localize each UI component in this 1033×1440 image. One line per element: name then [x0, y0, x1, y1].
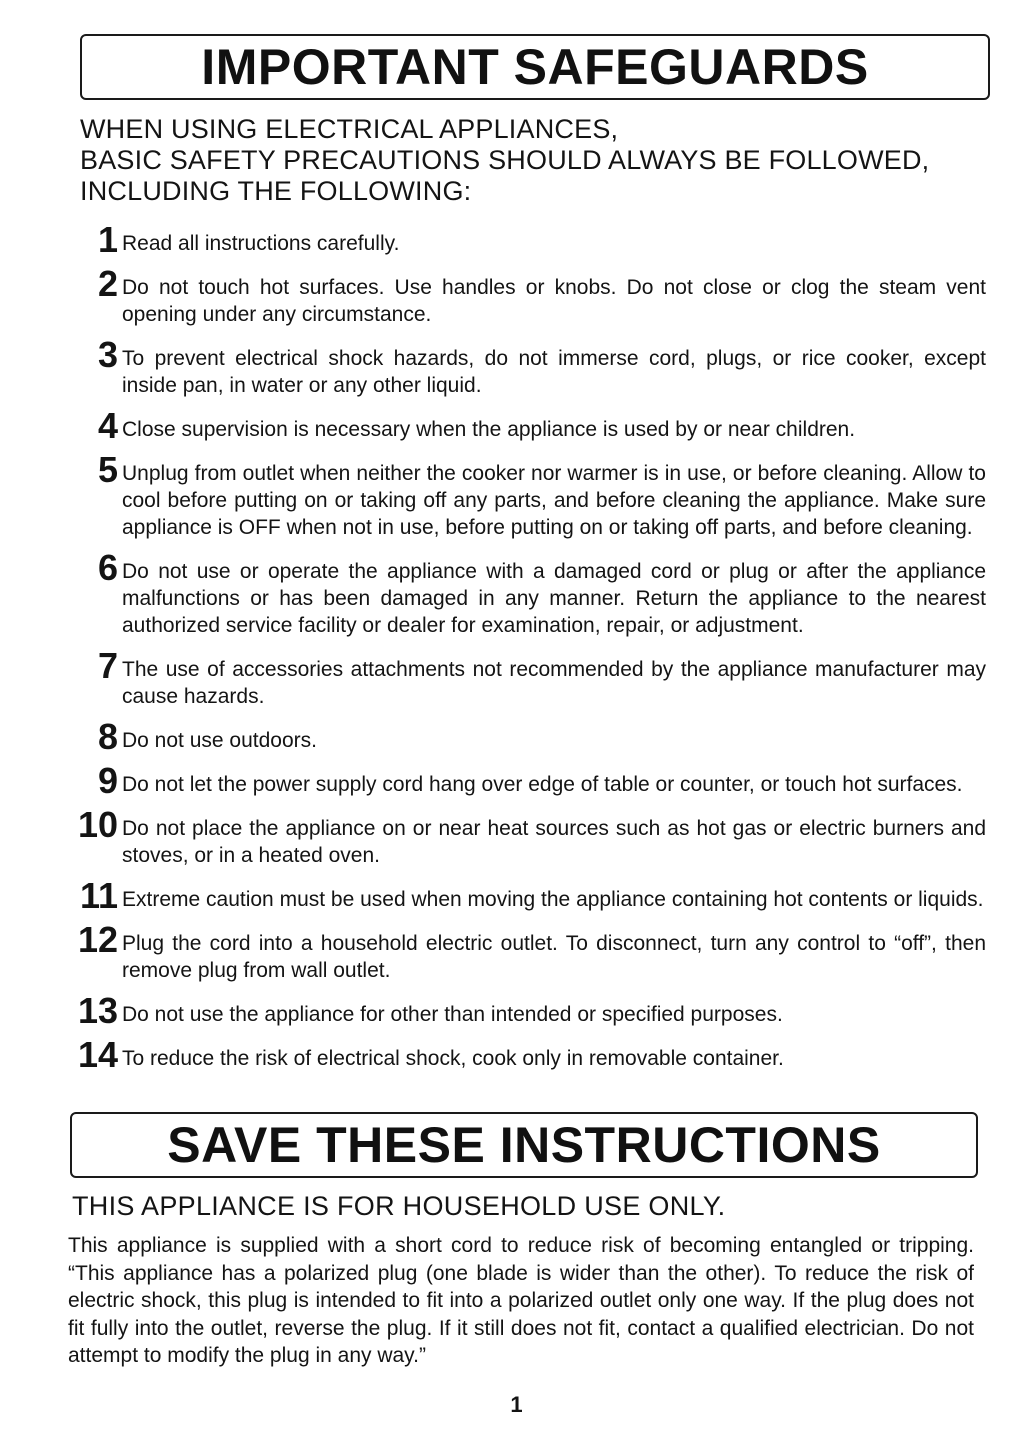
list-item	[66, 263, 986, 328]
item-number: 6	[97, 547, 118, 588]
item-number: 4	[97, 405, 118, 446]
item-text: To reduce the risk of electrical shock, cook only in removable container.	[122, 1047, 784, 1070]
intro-line-2: BASIC SAFETY PRECAUTIONS SHOULD ALWAYS BE FOLLOWED,	[80, 145, 930, 175]
list-item	[66, 405, 986, 446]
list-item	[66, 645, 986, 710]
list-item	[66, 219, 986, 260]
item-number: 11	[79, 875, 118, 916]
item-text: Do not use outdoors.	[122, 729, 317, 752]
list-item	[66, 334, 986, 399]
list-item	[66, 919, 986, 984]
list-item	[66, 804, 986, 869]
save-instructions-banner	[70, 1112, 978, 1178]
intro-block	[80, 114, 990, 207]
item-text: The use of accessories attachments not recommended by the appliance manufacturer may cause hazards.	[122, 658, 986, 708]
page-title: IMPORTANT SAFEGUARDS	[201, 39, 869, 95]
item-number: 1	[97, 219, 118, 260]
list-item	[66, 1034, 986, 1075]
list-item	[66, 547, 986, 639]
list-item	[66, 760, 986, 801]
item-number: 14	[77, 1034, 118, 1075]
item-number: 7	[97, 645, 118, 686]
item-number: 5	[97, 449, 118, 490]
list-item	[66, 875, 986, 916]
item-text: Do not touch hot surfaces. Use handles or knobs. Do not close or clog the steam vent opening under any circumstance.	[122, 276, 986, 326]
safeguard-list	[66, 219, 986, 1083]
item-number: 13	[77, 990, 118, 1031]
important-safeguards-banner	[80, 34, 990, 100]
item-text: Plug the cord into a household electric outlet. To disconnect, turn any control to “off”, then remove plug from wall outlet.	[122, 932, 986, 982]
save-instructions-title: SAVE THESE INSTRUCTIONS	[167, 1117, 881, 1173]
item-text: Close supervision is necessary when the appliance is used by or near children.	[122, 418, 856, 441]
item-number: 2	[97, 263, 118, 304]
item-text: Do not let the power supply cord hang over edge of table or counter, or touch hot surfaces.	[122, 773, 963, 796]
list-item	[66, 449, 986, 541]
item-number: 9	[97, 760, 118, 801]
list-item	[66, 716, 986, 757]
page-number: 1	[510, 1392, 523, 1417]
item-number: 10	[77, 804, 118, 845]
item-number: 3	[97, 334, 118, 375]
item-text: Read all instructions carefully.	[122, 232, 400, 255]
polarized-plug-notice: This appliance is supplied with a short cord to reduce risk of becoming entangled or tripping. “This appliance has a polarized plug (one blade is wider than the other). To reduce the risk of electric shock, this plug is intended to fit into a polarized outlet only one way. If the plug does not fit fully into the outlet, reverse the plug. If it still does not fit, contact a qualified electrician. Do not attempt to modify the plug in any way.”	[68, 1234, 974, 1367]
item-text: Do not place the appliance on or near heat sources such as hot gas or electric burners and stoves, or in a heated oven.	[122, 817, 986, 867]
item-text: Do not use the appliance for other than intended or specified purposes.	[122, 1003, 783, 1026]
list-item	[66, 990, 986, 1031]
intro-line-1: WHEN USING ELECTRICAL APPLIANCES,	[80, 114, 619, 144]
item-number: 12	[77, 919, 118, 960]
item-number: 8	[97, 716, 118, 757]
item-text: Extreme caution must be used when moving the appliance containing hot contents or liquids.	[122, 888, 984, 911]
item-text: To prevent electrical shock hazards, do not immerse cord, plugs, or rice cooker, except inside pan, in water or any other liquid.	[122, 347, 986, 397]
item-text: Do not use or operate the appliance with a damaged cord or plug or after the appliance malfunctions or has been damaged in any manner. Return the appliance to the nearest authorized service facility or dealer for examination, repair, or adjustment.	[122, 560, 986, 637]
intro-line-3: INCLUDING THE FOLLOWING:	[80, 176, 472, 206]
household-use-heading: THIS APPLIANCE IS FOR HOUSEHOLD USE ONLY.	[72, 1191, 726, 1221]
item-text: Unplug from outlet when neither the cooker nor warmer is in use, or before cleaning. Allow to cool before putting on or taking off any parts, and before cleaning the appliance. Make sure appliance is OFF when not in use, before putting on or taking off parts, and before cleaning.	[122, 462, 986, 539]
